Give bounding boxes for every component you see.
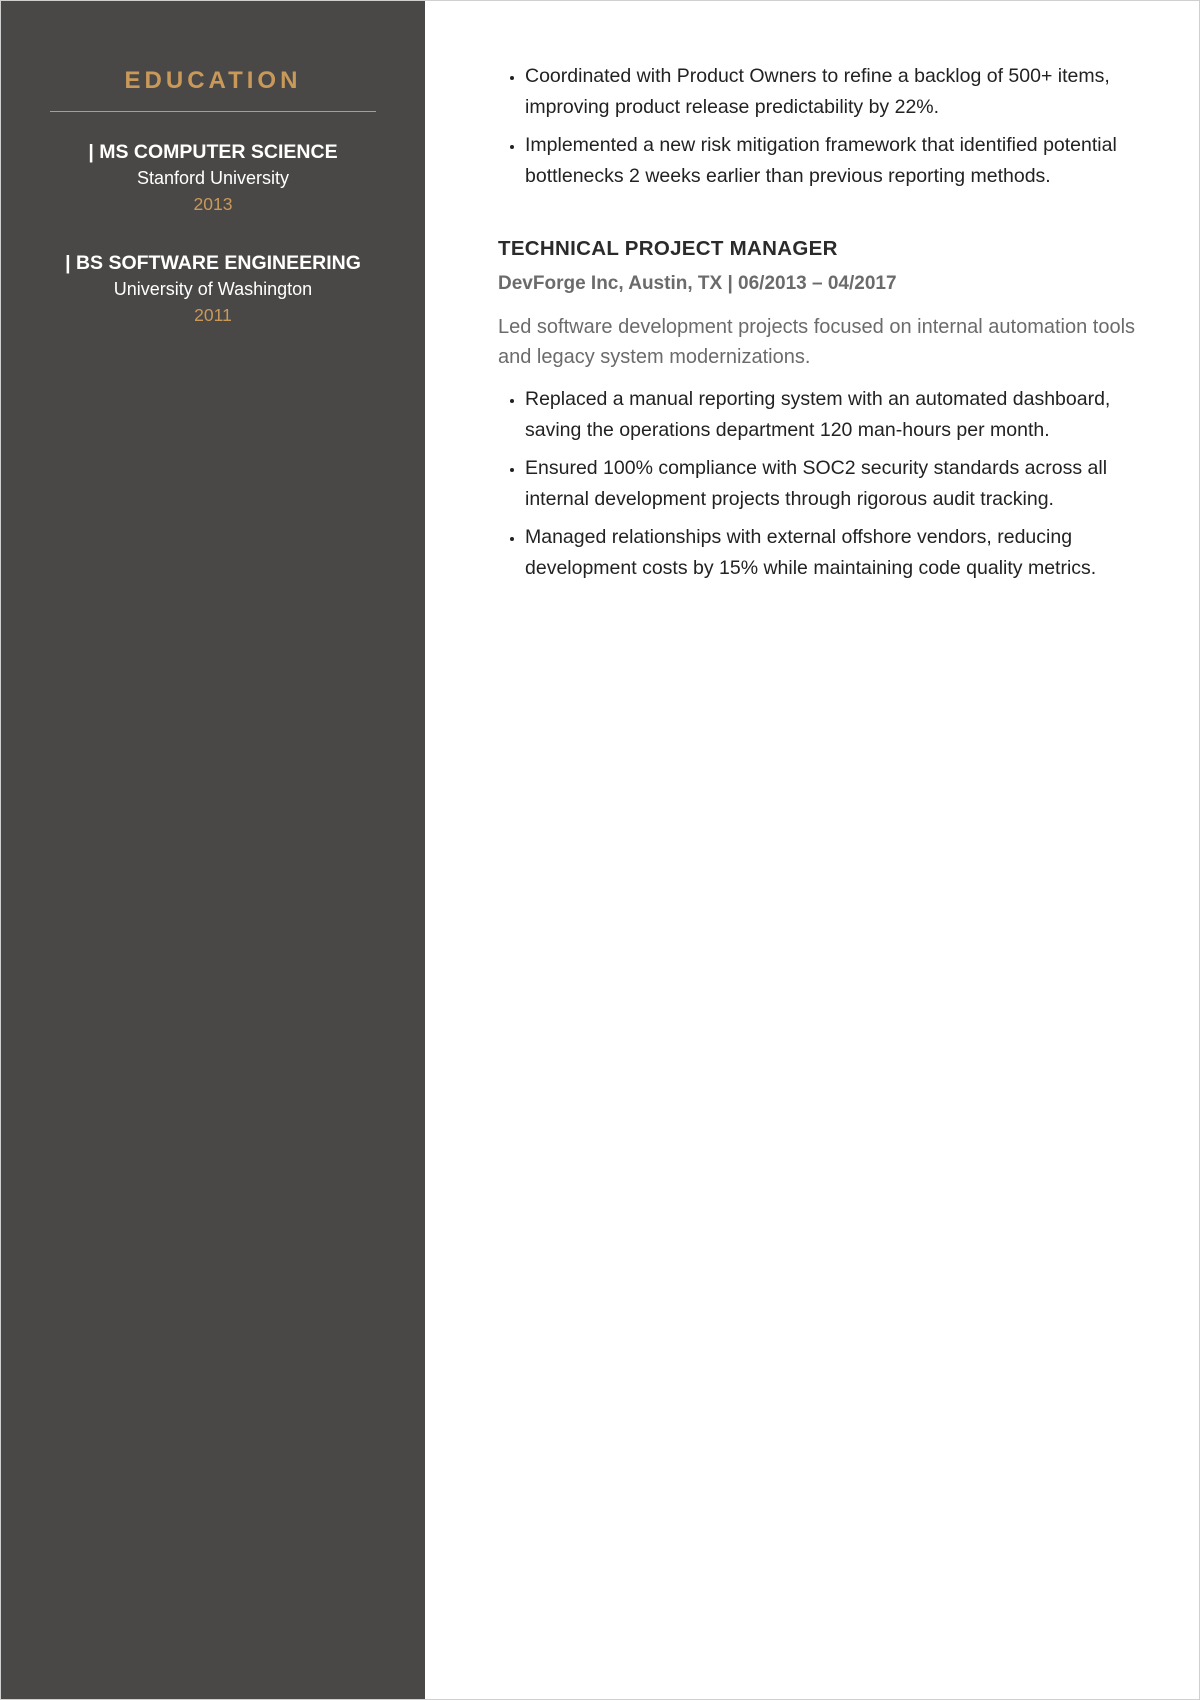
education-school: University of Washington (113, 279, 313, 299)
education-year: 2013 (193, 194, 233, 214)
main-content (425, 1, 1199, 1699)
education-list (1, 138, 425, 328)
education-heading: EDUCATION (124, 67, 302, 94)
bullet-item: • Replaced a manual reporting system with an automated dashboard, saving the operations department 120 man-hours per month. (525, 384, 1139, 445)
education-entry (1, 249, 425, 328)
continued-bullet-list (498, 61, 1139, 191)
education-degree: | BS SOFTWARE ENGINEERING (65, 252, 361, 274)
job-title: TECHNICAL PROJECT MANAGER (498, 237, 838, 260)
education-divider (50, 111, 376, 112)
job-bullet-list (498, 384, 1139, 583)
bullet-item: • Coordinated with Product Owners to refine a backlog of 500+ items, improving product release predictability by 22%. (525, 61, 1139, 122)
bullet-item: • Ensured 100% compliance with SOC2 security standards across all internal development projects through rigorous audit tracking. (525, 453, 1139, 514)
job-summary: Led software development projects focused on internal automation tools and legacy system modernizations. (498, 316, 1136, 368)
education-section (1, 65, 425, 328)
job-meta: DevForge Inc, Austin, TX | 06/2013 – 04/2017 (498, 273, 897, 294)
education-entry (1, 138, 425, 217)
education-school: Stanford University (136, 168, 290, 188)
bullet-item: • Managed relationships with external offshore vendors, reducing development costs by 15% while maintaining code quality metrics. (525, 522, 1139, 583)
job-entry (498, 235, 1139, 583)
bullet-item: • Implemented a new risk mitigation framework that identified potential bottlenecks 2 weeks earlier than previous reporting methods. (525, 130, 1139, 191)
education-degree: | MS COMPUTER SCIENCE (88, 141, 338, 163)
education-year: 2011 (194, 305, 232, 325)
sidebar (1, 1, 425, 1699)
